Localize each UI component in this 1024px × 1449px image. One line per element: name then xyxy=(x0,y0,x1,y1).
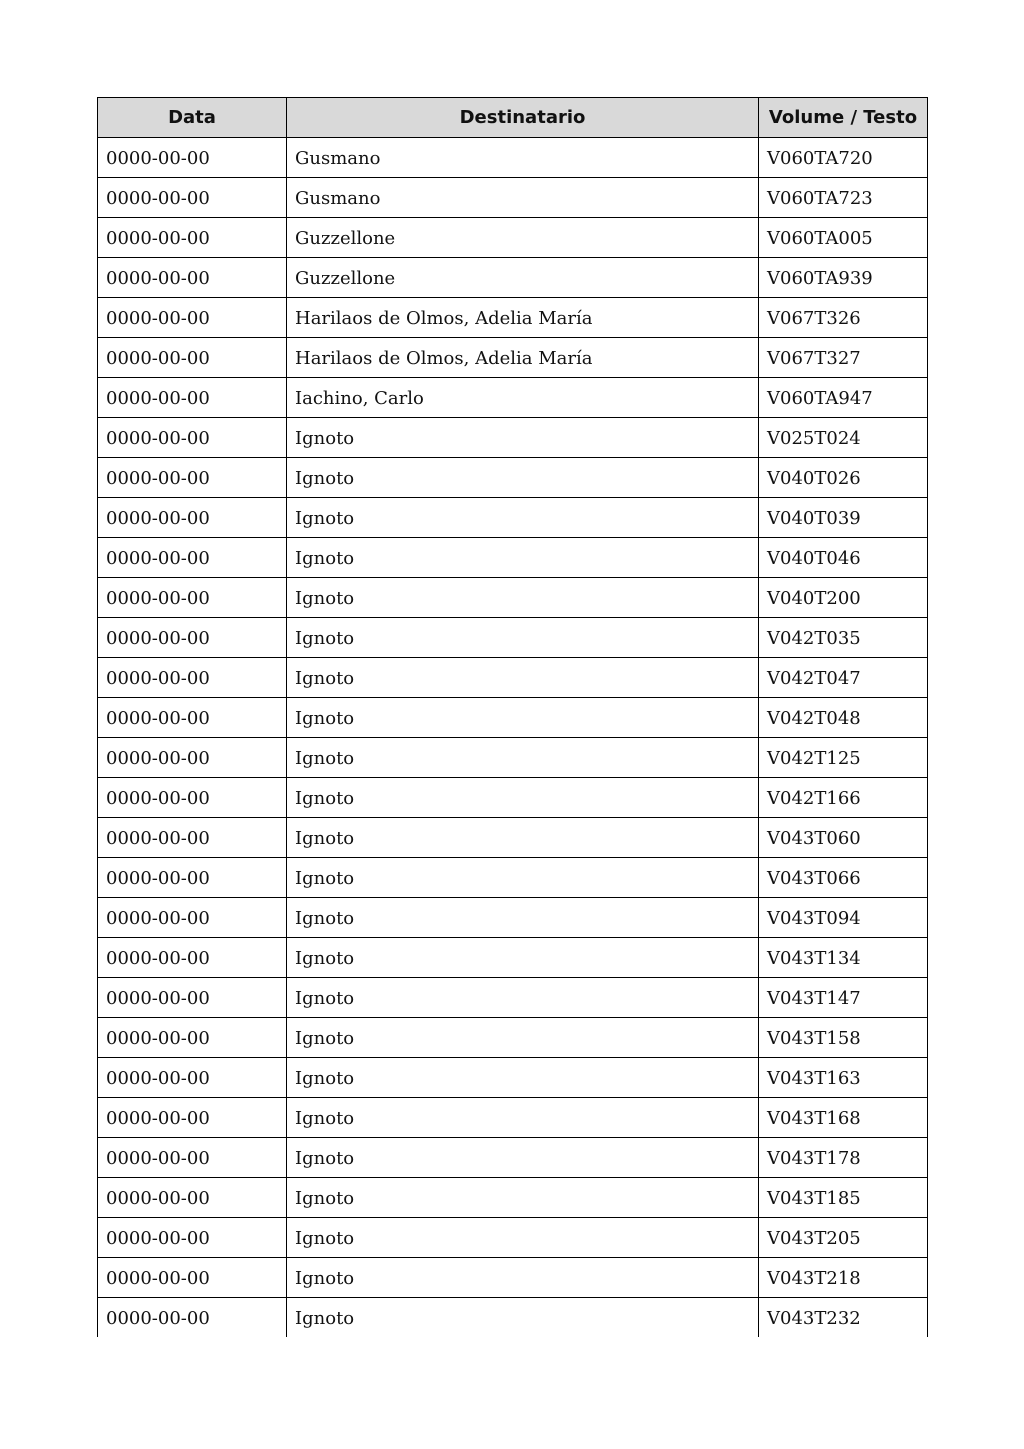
column-header-date: Data xyxy=(98,98,287,138)
letters-register-table xyxy=(97,97,928,1337)
cell-recipient: Ignoto xyxy=(287,1098,759,1138)
cell-recipient: Ignoto xyxy=(287,538,759,578)
cell-date: 0000-00-00 xyxy=(98,978,287,1018)
cell-date: 0000-00-00 xyxy=(98,138,287,178)
cell-recipient: Ignoto xyxy=(287,578,759,618)
cell-volume-text: V067T326 xyxy=(759,298,928,338)
cell-volume-text: V042T048 xyxy=(759,698,928,738)
table-row xyxy=(98,818,928,858)
cell-volume-text: V043T232 xyxy=(759,1298,928,1338)
cell-recipient: Harilaos de Olmos, Adelia María xyxy=(287,338,759,378)
table-row xyxy=(98,258,928,298)
cell-date: 0000-00-00 xyxy=(98,778,287,818)
cell-recipient: Ignoto xyxy=(287,1138,759,1178)
table-row xyxy=(98,138,928,178)
cell-recipient: Ignoto xyxy=(287,898,759,938)
cell-date: 0000-00-00 xyxy=(98,298,287,338)
cell-date: 0000-00-00 xyxy=(98,458,287,498)
cell-date: 0000-00-00 xyxy=(98,938,287,978)
cell-volume-text: V043T060 xyxy=(759,818,928,858)
cell-recipient: Ignoto xyxy=(287,1218,759,1258)
cell-date: 0000-00-00 xyxy=(98,418,287,458)
cell-date: 0000-00-00 xyxy=(98,1218,287,1258)
cell-date: 0000-00-00 xyxy=(98,1178,287,1218)
table-body xyxy=(98,138,928,1338)
cell-volume-text: V040T039 xyxy=(759,498,928,538)
cell-date: 0000-00-00 xyxy=(98,1258,287,1298)
cell-recipient: Guzzellone xyxy=(287,258,759,298)
cell-volume-text: V043T163 xyxy=(759,1058,928,1098)
cell-date: 0000-00-00 xyxy=(98,258,287,298)
table-row xyxy=(98,338,928,378)
cell-recipient: Ignoto xyxy=(287,458,759,498)
cell-recipient: Ignoto xyxy=(287,818,759,858)
cell-recipient: Ignoto xyxy=(287,738,759,778)
column-header-volume-text: Volume / Testo xyxy=(759,98,928,138)
cell-date: 0000-00-00 xyxy=(98,618,287,658)
cell-volume-text: V060TA720 xyxy=(759,138,928,178)
cell-date: 0000-00-00 xyxy=(98,1018,287,1058)
table-row xyxy=(98,298,928,338)
cell-volume-text: V043T185 xyxy=(759,1178,928,1218)
table-row xyxy=(98,1298,928,1338)
cell-volume-text: V060TA939 xyxy=(759,258,928,298)
table-row xyxy=(98,1138,928,1178)
cell-date: 0000-00-00 xyxy=(98,858,287,898)
cell-volume-text: V040T200 xyxy=(759,578,928,618)
cell-recipient: Iachino, Carlo xyxy=(287,378,759,418)
cell-date: 0000-00-00 xyxy=(98,378,287,418)
cell-volume-text: V043T134 xyxy=(759,938,928,978)
table-row xyxy=(98,858,928,898)
cell-date: 0000-00-00 xyxy=(98,538,287,578)
table-row xyxy=(98,418,928,458)
cell-recipient: Ignoto xyxy=(287,698,759,738)
cell-volume-text: V042T047 xyxy=(759,658,928,698)
cell-recipient: Ignoto xyxy=(287,498,759,538)
table-row xyxy=(98,378,928,418)
table-row xyxy=(98,218,928,258)
cell-volume-text: V060TA947 xyxy=(759,378,928,418)
cell-volume-text: V067T327 xyxy=(759,338,928,378)
cell-volume-text: V043T178 xyxy=(759,1138,928,1178)
cell-recipient: Harilaos de Olmos, Adelia María xyxy=(287,298,759,338)
table-row xyxy=(98,1018,928,1058)
cell-date: 0000-00-00 xyxy=(98,738,287,778)
cell-volume-text: V043T147 xyxy=(759,978,928,1018)
table-row xyxy=(98,658,928,698)
cell-date: 0000-00-00 xyxy=(98,658,287,698)
table-row xyxy=(98,458,928,498)
cell-recipient: Ignoto xyxy=(287,1298,759,1338)
cell-volume-text: V060TA005 xyxy=(759,218,928,258)
cell-volume-text: V040T026 xyxy=(759,458,928,498)
cell-date: 0000-00-00 xyxy=(98,1098,287,1138)
cell-volume-text: V043T168 xyxy=(759,1098,928,1138)
cell-recipient: Ignoto xyxy=(287,1018,759,1058)
cell-volume-text: V040T046 xyxy=(759,538,928,578)
table-row xyxy=(98,698,928,738)
cell-date: 0000-00-00 xyxy=(98,818,287,858)
cell-recipient: Ignoto xyxy=(287,1178,759,1218)
table-row xyxy=(98,618,928,658)
table-row xyxy=(98,1058,928,1098)
cell-recipient: Ignoto xyxy=(287,978,759,1018)
cell-date: 0000-00-00 xyxy=(98,898,287,938)
table-row xyxy=(98,1258,928,1298)
cell-date: 0000-00-00 xyxy=(98,178,287,218)
cell-recipient: Ignoto xyxy=(287,658,759,698)
cell-volume-text: V043T066 xyxy=(759,858,928,898)
table-header xyxy=(98,98,928,138)
cell-recipient: Ignoto xyxy=(287,418,759,458)
header-row xyxy=(98,98,928,138)
cell-volume-text: V043T094 xyxy=(759,898,928,938)
cell-volume-text: V043T218 xyxy=(759,1258,928,1298)
table-row xyxy=(98,578,928,618)
table-row xyxy=(98,778,928,818)
cell-volume-text: V042T166 xyxy=(759,778,928,818)
cell-date: 0000-00-00 xyxy=(98,338,287,378)
table-row xyxy=(98,898,928,938)
cell-date: 0000-00-00 xyxy=(98,578,287,618)
cell-recipient: Ignoto xyxy=(287,618,759,658)
table-row xyxy=(98,738,928,778)
column-header-recipient: Destinatario xyxy=(287,98,759,138)
cell-volume-text: V060TA723 xyxy=(759,178,928,218)
cell-volume-text: V042T035 xyxy=(759,618,928,658)
table-row xyxy=(98,538,928,578)
cell-date: 0000-00-00 xyxy=(98,1058,287,1098)
cell-recipient: Gusmano xyxy=(287,138,759,178)
cell-recipient: Gusmano xyxy=(287,178,759,218)
cell-recipient: Guzzellone xyxy=(287,218,759,258)
cell-recipient: Ignoto xyxy=(287,858,759,898)
table-row xyxy=(98,1098,928,1138)
cell-recipient: Ignoto xyxy=(287,1258,759,1298)
cell-date: 0000-00-00 xyxy=(98,218,287,258)
cell-volume-text: V025T024 xyxy=(759,418,928,458)
table-row xyxy=(98,938,928,978)
cell-recipient: Ignoto xyxy=(287,938,759,978)
cell-volume-text: V043T205 xyxy=(759,1218,928,1258)
table-row xyxy=(98,1178,928,1218)
cell-date: 0000-00-00 xyxy=(98,1138,287,1178)
table-row xyxy=(98,178,928,218)
cell-volume-text: V042T125 xyxy=(759,738,928,778)
cell-recipient: Ignoto xyxy=(287,1058,759,1098)
cell-date: 0000-00-00 xyxy=(98,498,287,538)
cell-volume-text: V043T158 xyxy=(759,1018,928,1058)
cell-date: 0000-00-00 xyxy=(98,698,287,738)
table-row xyxy=(98,978,928,1018)
cell-date: 0000-00-00 xyxy=(98,1298,287,1338)
table-row xyxy=(98,1218,928,1258)
cell-recipient: Ignoto xyxy=(287,778,759,818)
table-row xyxy=(98,498,928,538)
